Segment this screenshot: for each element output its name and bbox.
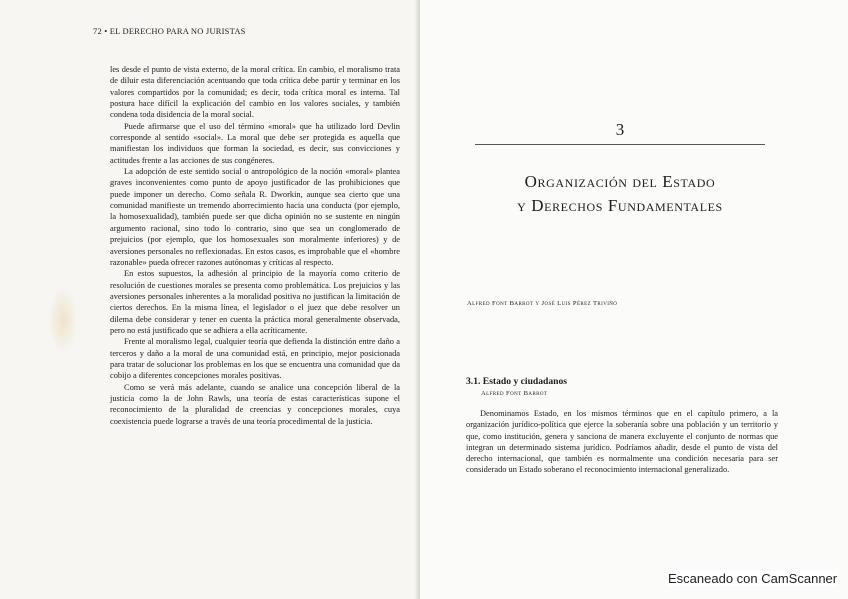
chapter-authors: Alfred Font Barrot y José Luis Pérez Triviño [467, 300, 618, 307]
paragraph-1: les desde el punto de vista externo, de la moral crítica. En cambio, el moralismo trata de diluir esta diferenciación acentuando que toda crítica debe partir y terminar en los valores compartidos por la comunidad; es decir, toda crítica moral es interna. Tal postura hace difícil la explicación del cambio en los valores sociales, y también condena toda disidencia de la moral social. [110, 65, 400, 120]
left-page [0, 0, 420, 599]
chapter-rule [475, 144, 765, 145]
paragraph-4: En estos supuestos, la adhesión al principio de la mayoría como criterio de resolución de cuestiones morales se presenta como problemática. Los prejuicios y las aversiones personales inherentes a la moralidad positiva no justifican la limitación de ciertos derechos. En la misma línea, el legislador o el juez que debe resolver un dilema debe considerar y tener en cuenta la práctica moral generalmente observada, pero no está justificado que se adhiera a ella acríticamente. [110, 269, 400, 335]
chapter-number: 3 [615, 120, 625, 139]
paragraph-3: La adopción de este sentido social o antropológico de la noción «moral» plantea graves inconvenientes como punto de apoyo justificador de las prohibiciones que puede imponer un derecho. Como señala R. Dworkin, aunque sea cierto que una comunidad manifieste un tremendo aborrecimiento hacia una conducta (por ejemplo, la homosexualidad), también puede ser que dicha opinión no se sustente en ningún argumento racional, sino todo lo contrario, sino que sea un conglomerado de prejuicios (por ejemplo, que los homosexuales son moralmente inferiores) y de aversiones personales no reflexionadas. En estos casos, es improbable que el «hombre razonable» pueda ofrecer razones autónomas y críticas al respecto. [110, 167, 400, 267]
chapter-title-line-1: Organización del Estado [524, 172, 716, 191]
scanner-watermark: Escaneado con CamScanner [668, 571, 838, 586]
section-author: Alfred Font Barrot [481, 390, 548, 397]
intro-paragraph: Denominamos Estado, en los mismos términos que en el capítulo primero, a la organización jurídico-política que ejerce la soberanía sobre una población y un territorio y que, como institución, genera y sanciona de manera excluyente el conjunto de normas que integran un determinado sistema jurídico. Podríamos añadir, desde el punto de vista del derecho internacional, que también es normalmente una condición necesaria para ser considerado un Estado soberano el reconocimiento internacional generalizado. [466, 409, 778, 475]
running-head: 72 • EL DERECHO PARA NO JURISTAS [93, 26, 246, 36]
page-stain [48, 285, 78, 355]
paragraph-2: Puede afirmarse que el uso del término «moral» que ha utilizado lord Devlin corresponde al sentido «social». La moral que debe ser protegida es aquella que manifiestan los individuos que forman la sociedad, es decir, sus convicciones y actitudes frente a las acciones de sus congéneres. [110, 121, 400, 165]
paragraph-5: Frente al moralismo legal, cualquier teoría que defienda la distinción entre daño a terceros y daño a la moral de una comunidad está, en principio, mejor posicionada para tratar de solucionar los problemas en los que se encuentra una comunidad que da cobijo a diferentes concepciones morales positivas. [110, 337, 400, 381]
paragraph-6: Como se verá más adelante, cuando se analice una concepción liberal de la justicia como la de John Rawls, una teoría de estas características supone el reconocimiento de la pluralidad de creencias y concepciones morales, cuya coexistencia puede lograrse a través de una teoría procedimental de la justicia. [110, 382, 400, 426]
chapter-title [460, 170, 780, 218]
left-page-body [110, 64, 400, 427]
section-intro [466, 408, 778, 476]
chapter-title-line-2: y Derechos Fundamentales [517, 196, 723, 215]
section-heading: 3.1. Estado y ciudadanos [466, 376, 568, 387]
